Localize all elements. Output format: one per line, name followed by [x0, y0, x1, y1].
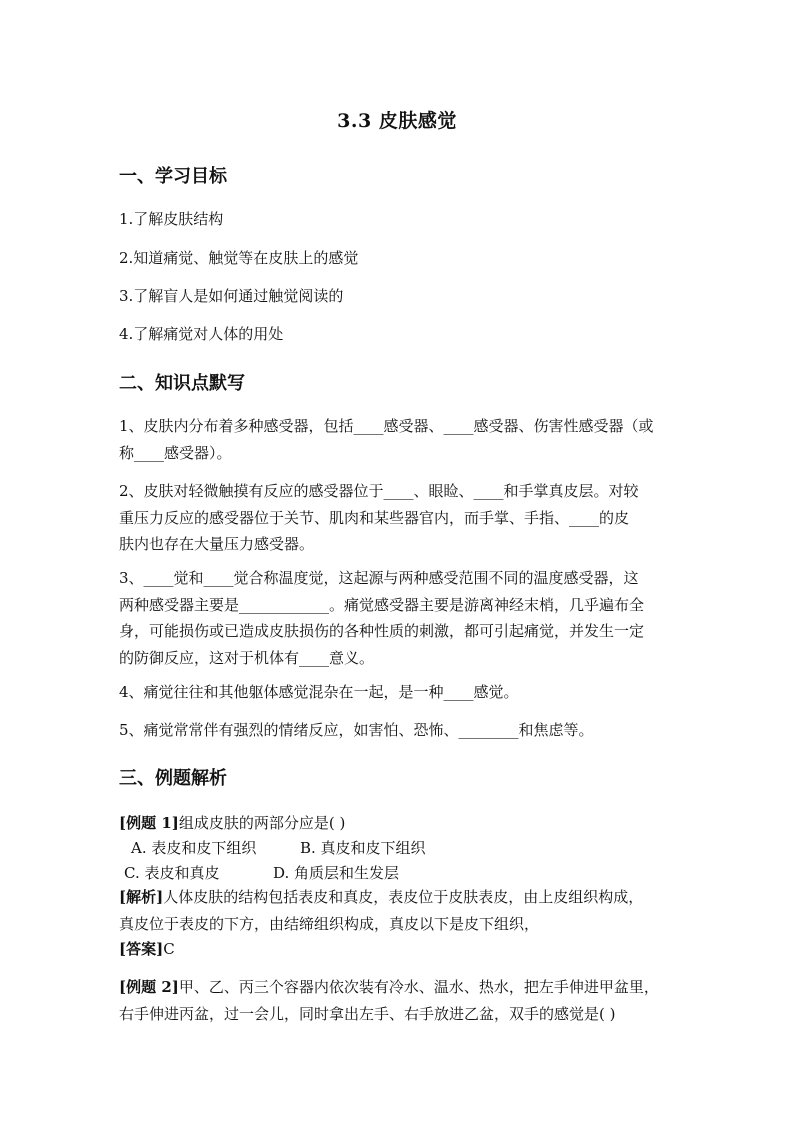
section-heading-goals: 一、学习目标 [119, 166, 227, 187]
text-line: 2、皮肤对轻微触摸有反应的感受器位于____、眼睑、____和手掌真皮层。对较 [119, 482, 639, 500]
text-line: 两种感受器主要是____________。痛觉感受器主要是游离神经末梢，几乎遍布全 [119, 595, 645, 614]
text-line: 3、____觉和____觉合称温度觉，这起源与两种感受范围不同的温度感受器，这 [119, 569, 639, 587]
example-2-question [119, 974, 679, 1027]
example-1-analysis [119, 884, 679, 937]
text-line: 肤内也存在大量压力感受器。 [119, 535, 315, 553]
analysis-text: 人体皮肤的结构包括表皮和真皮，表皮位于皮肤表皮，由上皮组织构成， [163, 888, 644, 906]
option-a: A. 表皮和皮下组织 [131, 839, 257, 857]
text-line: 右手伸进丙盆，过一会儿，同时拿出左手、右手放进乙盆，双手的感觉是( ) [119, 1004, 616, 1023]
example-1-answer [119, 938, 175, 959]
section-heading-knowledge: 二、知识点默写 [119, 373, 245, 394]
goal-item: 4.了解痛觉对人体的用处 [119, 325, 284, 343]
text-line: 重压力反应的感受器位于关节、肌肉和某些器官内，而手掌、手指、____的皮 [119, 508, 630, 527]
example-label: [例题 2] [119, 978, 179, 996]
section-heading-examples: 三、例题解析 [119, 768, 227, 789]
question-text: 组成皮肤的两部分应是( ) [178, 814, 346, 832]
text-line: 身，可能损伤或已造成皮肤损伤的各种性质的刺激，都可引起痛觉，并发生一定 [119, 622, 645, 640]
goal-item: 3.了解盲人是如何通过触觉阅读的 [119, 287, 344, 305]
goal-item: 1.了解皮肤结构 [119, 210, 224, 228]
knowledge-item-4 [119, 679, 679, 706]
text-line: 4、痛觉往往和其他躯体感觉混杂在一起，是一种____感觉。 [119, 683, 519, 701]
goal-item: 2.知道痛觉、触觉等在皮肤上的感觉 [119, 249, 359, 267]
answer-text: C [163, 940, 175, 958]
knowledge-item-5 [119, 717, 679, 744]
example-label: [例题 1] [119, 814, 179, 832]
question-text: 甲、乙、丙三个容器内依次装有冷水、温水、热水，把左手伸进甲盆里， [178, 978, 659, 996]
text-line [119, 884, 679, 911]
knowledge-item-3 [119, 565, 679, 671]
option-b: B. 真皮和皮下组织 [300, 839, 426, 857]
text-line: 1、皮肤内分布着多种感受器，包括____感受器、____感受器、伤害性感受器（或 [119, 417, 654, 435]
text-line: 5、痛觉常常伴有强烈的情绪反应，如害怕、恐怖、________和焦虑等。 [119, 721, 594, 739]
text-line [119, 974, 679, 1001]
text-line: 真皮位于表皮的下方，由结缔组织构成，真皮以下是皮下组织， [119, 914, 540, 933]
text-line: 的防御反应，这对于机体有____意义。 [119, 648, 375, 667]
page-title: 3.3 皮肤感觉 [337, 110, 457, 132]
analysis-label: [解析] [119, 888, 164, 906]
knowledge-item-1 [119, 413, 679, 466]
knowledge-item-2 [119, 478, 679, 558]
option-d: D. 角质层和生发层 [273, 864, 400, 882]
answer-label: [答案] [119, 940, 164, 958]
example-1-question [119, 812, 345, 833]
text-line: 称____感受器）。 [119, 443, 232, 462]
option-c: C. 表皮和真皮 [124, 864, 220, 882]
